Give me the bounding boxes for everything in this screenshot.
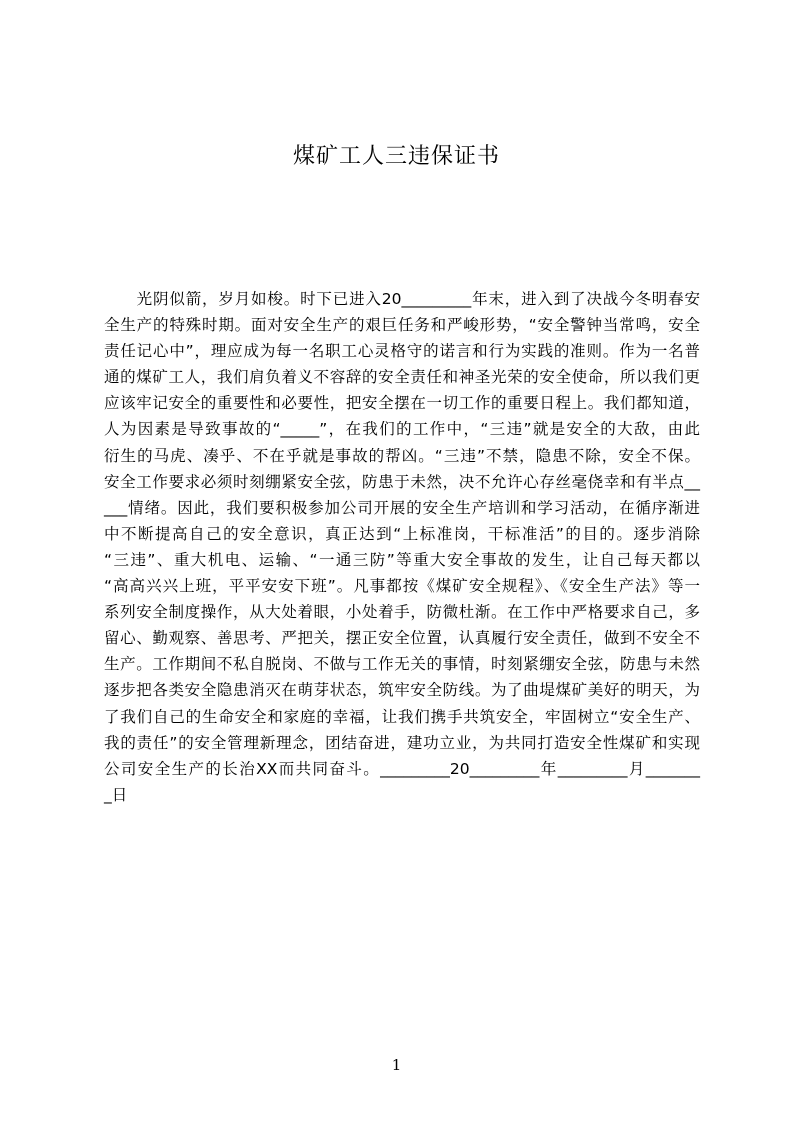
paragraph-line: ___情绪。因此，我们要积极参加公司开展的安全生产培训和学习活动，在循序渐进 <box>104 498 700 517</box>
paragraph-line: 衍生的马虎、凑乎、不在乎就是事故的帮凶。“三违”不禁，隐患不除，安全不保。 <box>104 446 700 465</box>
paragraph-line: 应该牢记安全的重要性和必要性，把安全摆在一切工作的重要日程上。我们都知道， <box>104 394 700 413</box>
document-title: 煤矿工人三违保证书 <box>292 144 500 169</box>
paragraph-line: 留心、勤观察、善思考、严把关，摆正安全位置，认真履行安全责任，做到不安全不 <box>104 629 700 648</box>
paragraph-line: 光阴似箭，岁月如梭。时下已进入20_________年末，进入到了决战今冬明春安 <box>104 290 700 308</box>
paragraph-line: 生产。工作期间不私自脱岗、不做与工作无关的事情，时刻紧绷安全弦，防患与未然 <box>104 655 700 674</box>
paragraph-line: 安全工作要求必须时刻绷紧安全弦，防患于未然，决不允许心存丝毫侥幸和有半点__ <box>104 472 700 491</box>
body-paragraph <box>104 286 700 808</box>
page-number: 1 <box>391 1056 402 1074</box>
paragraph-line: 责任记心中”，理应成为每一名职工心灵格守的诺言和行为实践的准则。作为一名普 <box>104 342 700 361</box>
paragraph-line: 我的责任”的安全管理新理念，团结奋进，建功立业，为共同打造安全性煤矿和实现 <box>104 733 700 752</box>
paragraph-line: “高高兴兴上班，平平安安下班”。凡事都按《煤矿安全规程》、《安全生产法》等一 <box>104 577 700 596</box>
paragraph-line: “三违”、重大机电、运输、“一通三防”等重大安全事故的发生，让自己每天都以 <box>104 550 700 569</box>
paragraph-line: 全生产的特殊时期。面对安全生产的艰巨任务和严峻形势，“安全警钟当常鸣，安全 <box>104 316 700 335</box>
paragraph-line: 通的煤矿工人，我们肩负着义不容辞的安全责任和神圣光荣的安全使命，所以我们更 <box>104 368 700 387</box>
paragraph-line: 人为因素是导致事故的“_____”，在我们的工作中，“三违”就是安全的大敌，由此 <box>104 420 700 439</box>
paragraph-line: 中不断提高自己的安全意识，真正达到“上标准岗，干标准活”的目的。逐步消除 <box>104 524 700 543</box>
paragraph-line: 公司安全生产的长治XX而共同奋斗。_________20_________年_________月_______ <box>104 759 700 778</box>
paragraph-line: 逐步把各类安全隐患消灭在萌芽状态，筑牢安全防线。为了曲堤煤矿美好的明天，为 <box>104 681 700 700</box>
paragraph-line: 系列安全制度操作，从大处着眼，小处着手，防微杜渐。在工作中严格要求自己，多 <box>104 603 700 622</box>
paragraph-line: _日 <box>104 785 128 804</box>
paragraph-line: 了我们自己的生命安全和家庭的幸福，让我们携手共筑安全，牢固树立“安全生产、 <box>104 707 700 726</box>
